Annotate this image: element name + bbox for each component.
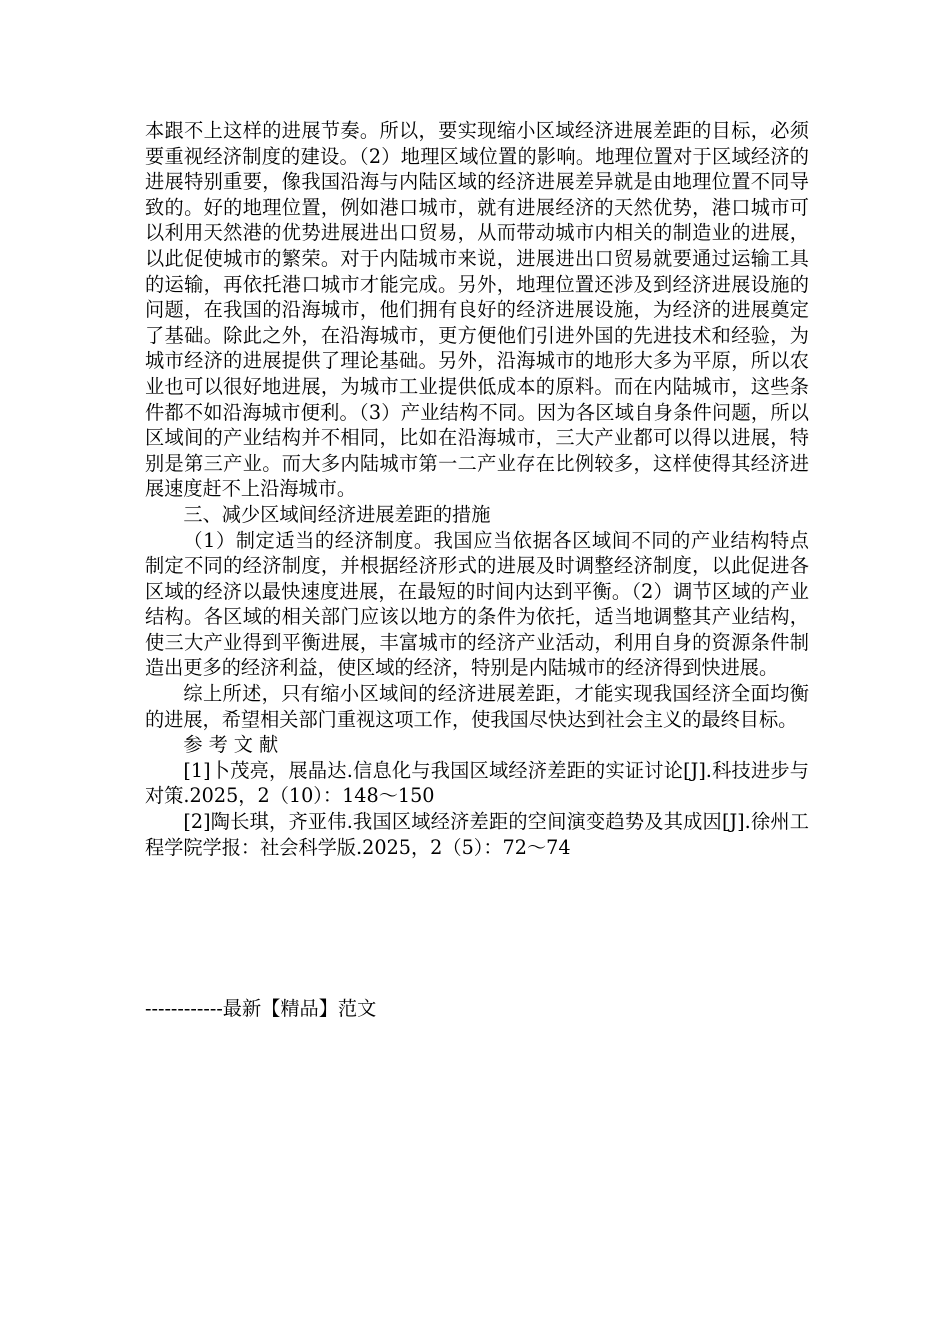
reference-item-1: [1]卜茂亮，展晶达.信息化与我国区域经济差距的实证讨论[J].科技进步与对策.2025，2（10）：148～150 (145, 758, 809, 808)
paragraph-regional-factors: 本跟不上这样的进展节奏。所以，要实现缩小区域经济进展差距的目标，必须要重视经济制度的建设。（2）地理区域位置的影响。地理位置对于区域经济的进展特别重要，像我国沿海与内陆区域的经济进展差异就是由地理位置不同导致的。好的地理位置，例如港口城市，就有进展经济的天然优势，港口城市可以利用天然港的优势进展进出口贸易，从而带动城市内相关的制造业的进展，以此促使城市的繁荣。对于内陆城市来说，进展进出口贸易就要通过运输工具的运输，再依托港口城市才能完成。另外，地理位置还涉及到经济进展设施的问题，在我国的沿海城市，他们拥有良好的经济进展设施，为经济的进展奠定了基础。除此之外，在沿海城市，更方便他们引进外国的先进技术和经验，为城市经济的进展提供了理论基础。另外，沿海城市的地形大多为平原，所以农业也可以很好地进展，为城市工业提供低成本的原料。而在内陆城市，这些条件都不如沿海城市便利。（3）产业结构不同。因为各区域自身条件问题，所以区域间的产业结构并不相同，比如在沿海城市，三大产业都可以得以进展，特别是第三产业。而大多内陆城市第一二产业存在比例较多，这样使得其经济进展速度赶不上沿海城市。 (145, 119, 809, 501)
footer-label: ------------最新【精品】范文 (145, 997, 377, 1020)
paragraph-measures: （1）制定适当的经济制度。我国应当依据各区域间不同的产业结构特点制定不同的经济制度，并根据经济形式的进展及时调整经济制度，以此促进各区域的经济以最快速度进展，在最短的时间内达到平衡。（2）调节区域的产业结构。各区域的相关部门应该以地方的条件为依托，适当地调整其产业结构，使三大产业得到平衡进展，丰富城市的经济产业活动，利用自身的资源条件制造出更多的经济利益，使区域的经济，特别是内陆城市的经济得到快进展。 (145, 528, 809, 680)
section-heading-measures: 三、减少区域间经济进展差距的措施 (183, 502, 491, 526)
references-heading: 参考文献 (183, 733, 285, 757)
reference-item-2: [2]陶长琪，齐亚伟.我国区域经济差距的空间演变趋势及其成因[J].徐州工程学院学报：社会科学版.2025，2（5）：72～74 (145, 810, 809, 859)
document-body (145, 118, 809, 860)
paragraph-conclusion: 综上所述，只有缩小区域间的经济进展差距，才能实现我国经济全面均衡的进展，希望相关部门重视这项工作，使我国尽快达到社会主义的最终目标。 (145, 682, 809, 731)
